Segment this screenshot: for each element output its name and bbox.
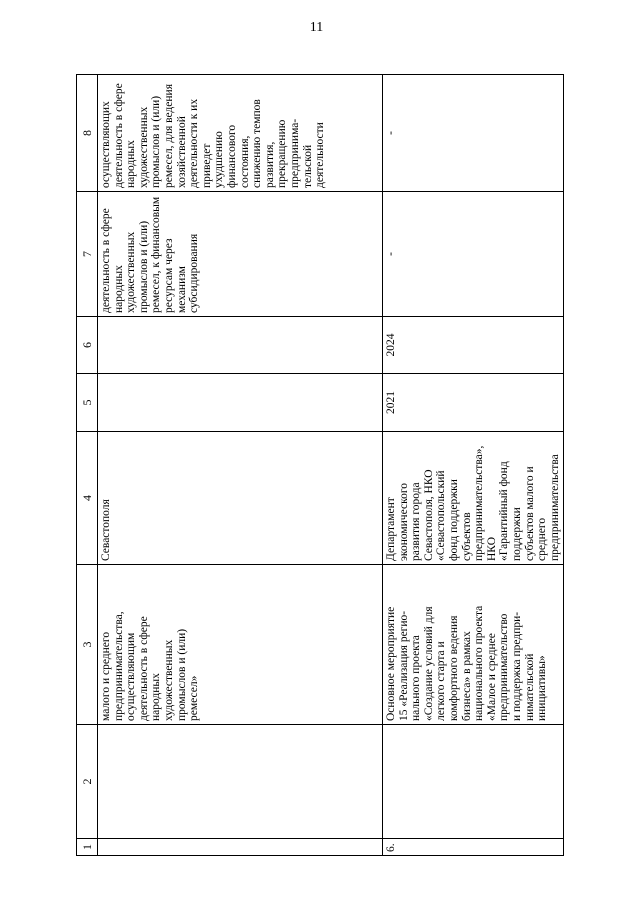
cell-col2 xyxy=(383,725,564,839)
cell-col2 xyxy=(98,725,383,839)
cell-executor: Департамент экономического развития города Севастополя, НКО «Севастопольский фонд поддержки субъектов предпринимательства», НКО «Гарантийный фонд поддержки субъектов малого и среднего предпринимательства xyxy=(383,432,564,565)
header-cell-8: 8 xyxy=(77,75,98,192)
cell-consequences: осуществляющих деятельность в сфере народных художественных промыслов и (или) ремесел, для ведения хозяйственной деятельности к их приведет ухудшению финансового состояния, снижению темпов развития, прекращению предпринима- тельской деятельности xyxy=(98,75,383,192)
cell-end-year: 2024 xyxy=(383,317,564,374)
cell-consequences: - xyxy=(383,75,564,192)
header-cell-6: 6 xyxy=(77,317,98,374)
page-number: 11 xyxy=(309,20,324,35)
cell-expected-result: деятельность в сфере народных художественных промыслов и (или) ремесел, к финансовым ресурсам через механизм субсидирования xyxy=(98,192,383,317)
cell-measure: малого и среднего предпринимательства, осуществляющим деятельность в сфере народных художественных промыслов и (или) ремесел» xyxy=(98,565,383,725)
cell-measure: Основное мероприятие 15 «Реализация регио- нального проекта «Создание условий для легкого старта и комфортного ведения бизнеса» в рамках национального проекта «Малое и среднее предпринимательство и поддержка предпри- нимательской инициативы» xyxy=(383,565,564,725)
header-cell-3: 3 xyxy=(77,565,98,725)
cell-executor: Севастополя xyxy=(98,432,383,565)
header-cell-4: 4 xyxy=(77,432,98,565)
cell-start-year: 2021 xyxy=(383,374,564,432)
cell-number xyxy=(98,839,383,856)
cell-number: 6. xyxy=(383,839,564,856)
header-row xyxy=(77,75,98,856)
cell-expected-result: - xyxy=(383,192,564,317)
header-cell-1: 1 xyxy=(77,839,98,856)
cell-start-year xyxy=(98,374,383,432)
table-row-6 xyxy=(383,75,564,856)
measures-table xyxy=(76,74,564,856)
header-cell-2: 2 xyxy=(77,725,98,839)
table-row-continued xyxy=(98,75,383,856)
header-cell-7: 7 xyxy=(77,192,98,317)
cell-end-year xyxy=(98,317,383,374)
rotated-table-container xyxy=(76,75,561,856)
header-cell-5: 5 xyxy=(77,374,98,432)
